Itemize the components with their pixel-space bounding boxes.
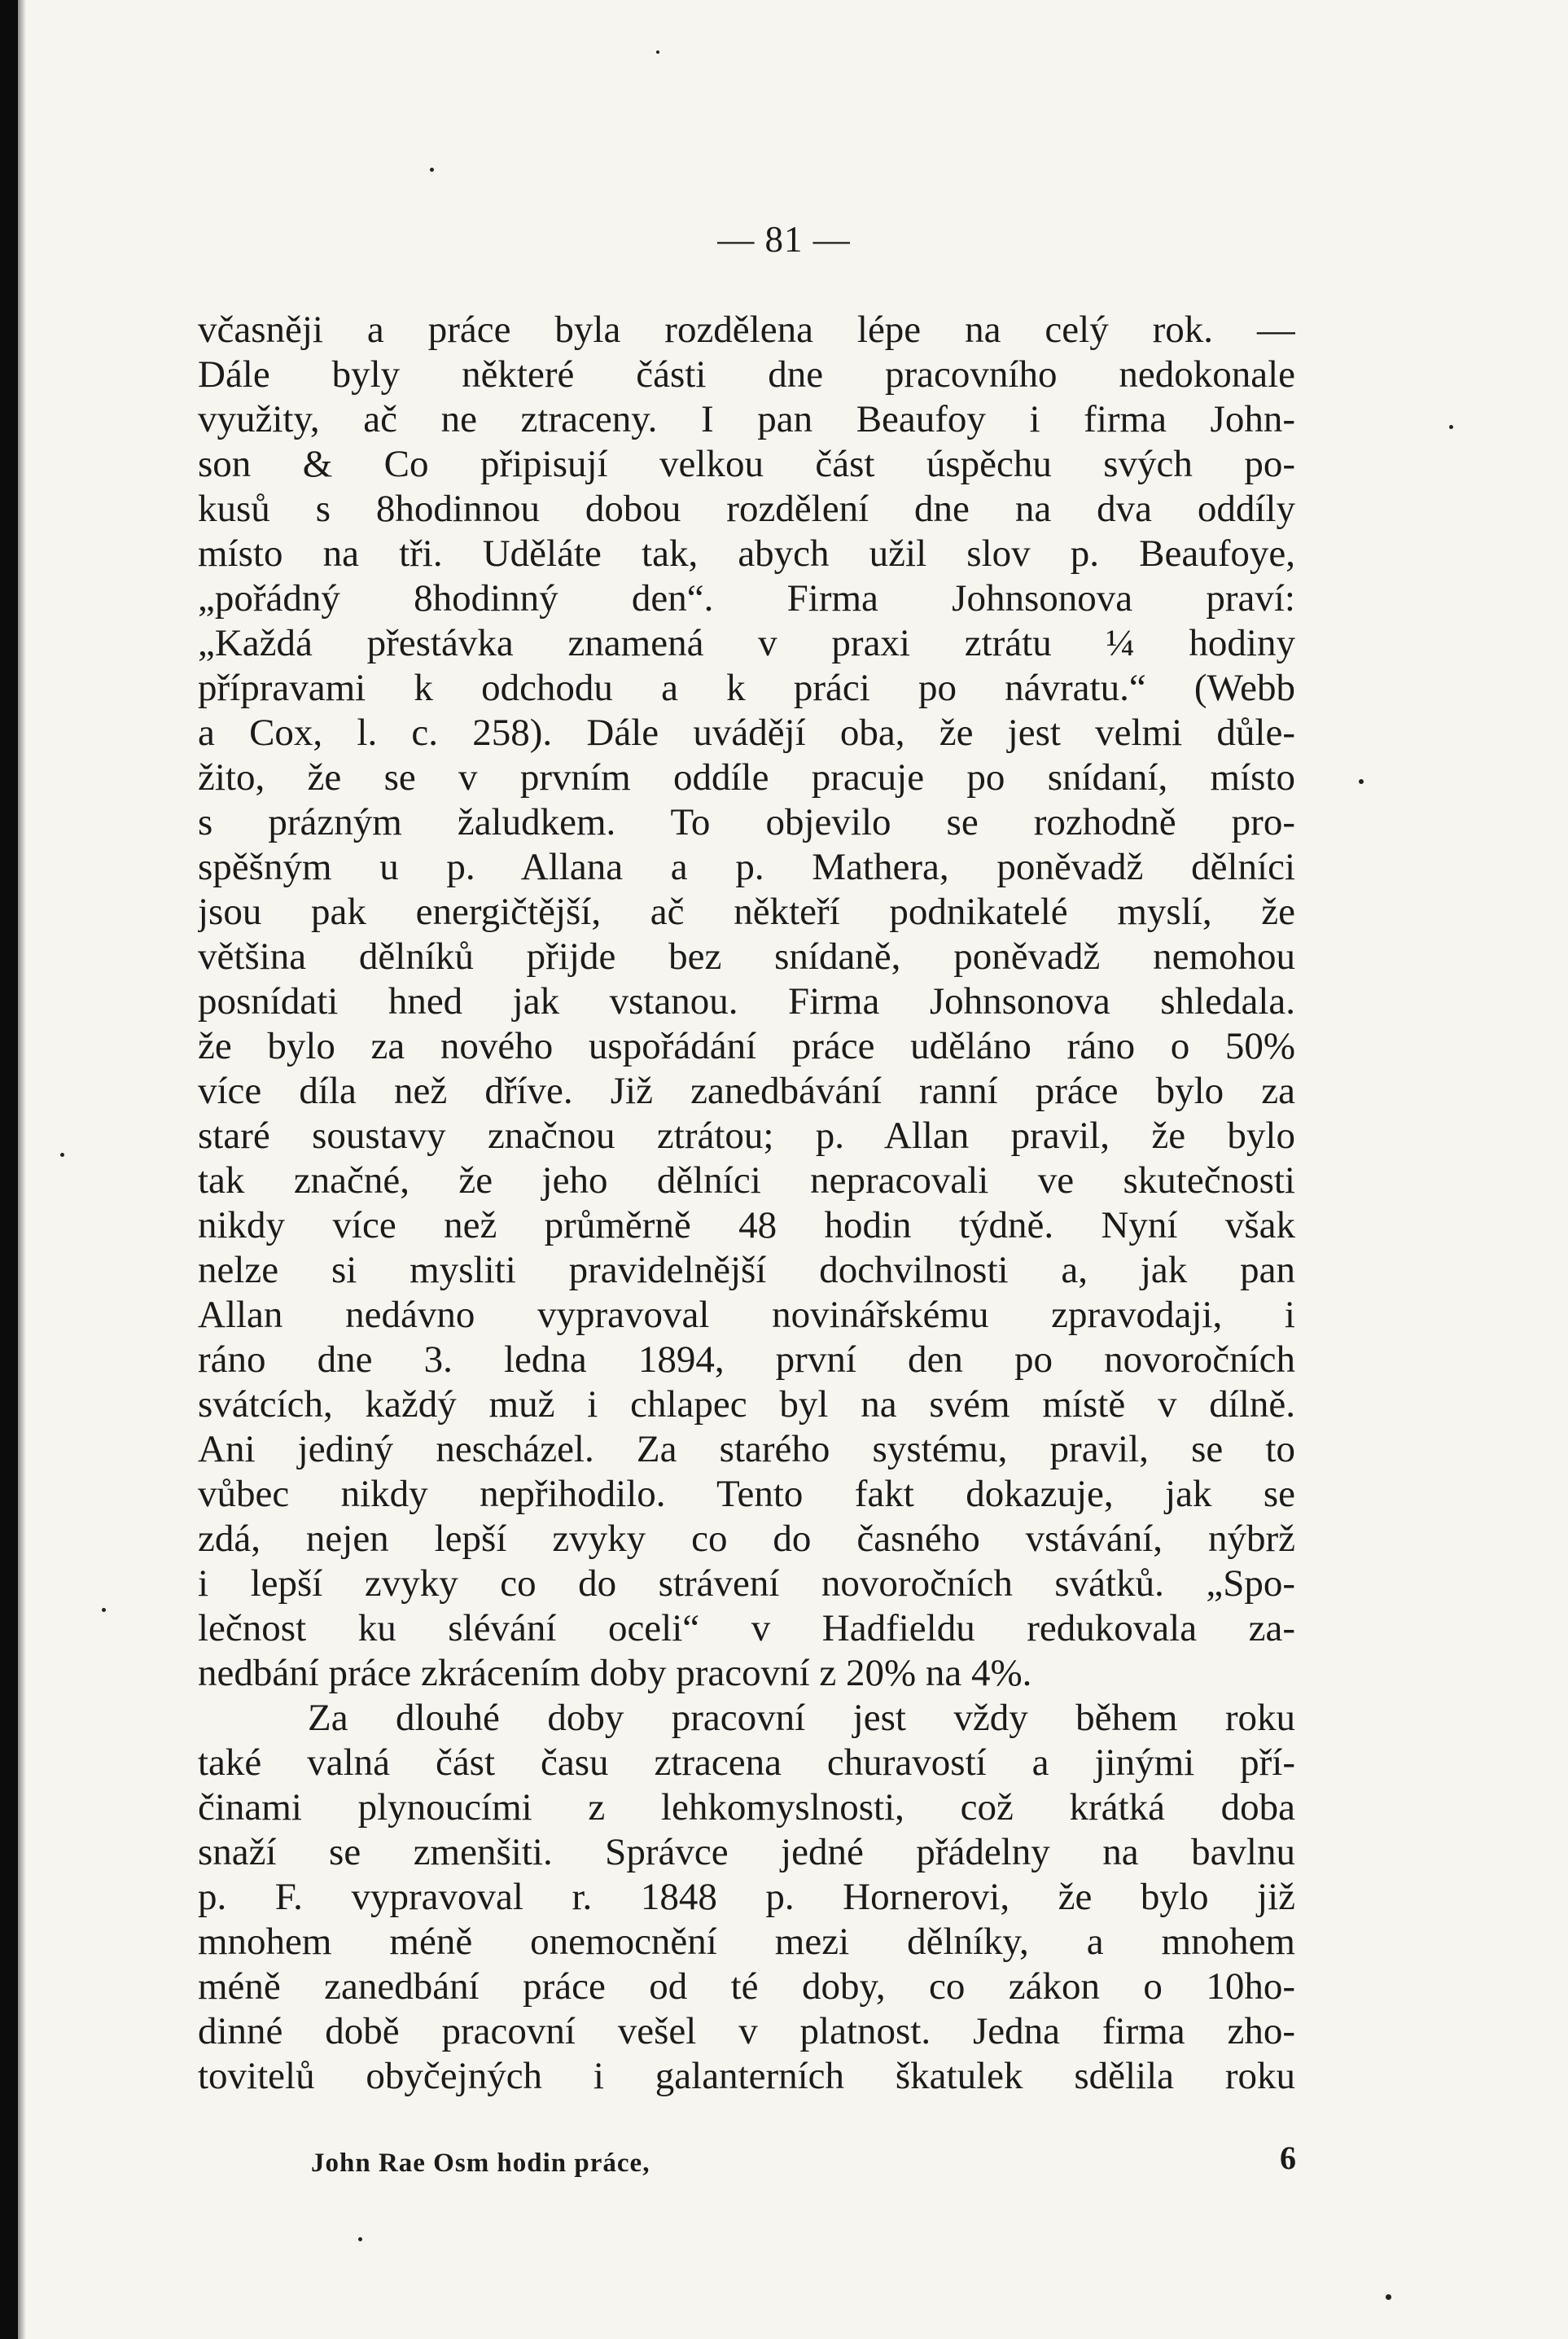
text-line: dinné době pracovní vešel v platnost. Jedna firma zho- xyxy=(198,2010,1295,2052)
text-line: místo na tři. Uděláte tak, abych užil slov p. Beaufoye, xyxy=(198,532,1295,575)
text-line: Za dlouhé doby pracovní jest vždy během roku xyxy=(308,1697,1295,1739)
text-line: p. F. vypravoval r. 1848 p. Hornerovi, že bylo již xyxy=(198,1876,1295,1918)
text-line: son & Co připisují velkou část úspěchu svých po- xyxy=(198,443,1295,485)
scan-speck xyxy=(358,2237,362,2241)
page-footer xyxy=(311,2139,1296,2184)
scan-speck xyxy=(1449,425,1453,429)
text-line: Dále byly některé části dne pracovního nedokonale xyxy=(198,353,1295,396)
scan-speck xyxy=(60,1153,64,1157)
spine-shadow xyxy=(18,0,26,2339)
scan-speck xyxy=(102,1608,106,1612)
page-number-header: — 81 — xyxy=(717,219,851,260)
text-line: tak značné, že jeho dělníci nepracovali ve skutečnosti xyxy=(198,1159,1295,1202)
text-line: s prázným žaludkem. To objevilo se rozhodně pro- xyxy=(198,801,1295,843)
text-line: méně zanedbání práce od té doby, co zákon o 10ho- xyxy=(198,1965,1295,2008)
text-line: svátcích, každý muž i chlapec byl na svém místě v dílně. xyxy=(198,1383,1295,1426)
text-line: lečnost ku slévání oceli“ v Hadfieldu redukovala za- xyxy=(198,1607,1295,1649)
text-line: spěšným u p. Allana a p. Mathera, poněvadž dělníci xyxy=(198,846,1295,888)
text-line: zdá, nejen lepší zvyky co do časného vstávání, nýbrž xyxy=(198,1518,1295,1560)
footer-sheet-number: 6 xyxy=(1280,2140,1296,2176)
text-line: „pořádný 8hodinný den“. Firma Johnsonova praví: xyxy=(198,577,1295,620)
scan-speck xyxy=(1386,2294,1391,2300)
text-line: že bylo za nového uspořádání práce uděláno ráno o 50% xyxy=(198,1025,1295,1067)
text-line: přípravami k odchodu a k práci po návratu.“ (Webb xyxy=(198,667,1295,709)
text-line: ráno dne 3. ledna 1894, první den po novoročních xyxy=(198,1338,1295,1381)
text-line: včasněji a práce byla rozdělena lépe na celý rok. — xyxy=(198,309,1295,351)
body-text xyxy=(198,308,1295,2099)
text-line: snaží se zmenšiti. Správce jedné přádelny na bavlnu xyxy=(198,1831,1295,1873)
footer-signature: John Rae Osm hodin práce, xyxy=(311,2148,650,2178)
text-line: více díla než dříve. Již zanedbávání ranní práce bylo za xyxy=(198,1070,1295,1112)
text-line: kusů s 8hodinnou dobou rozdělení dne na dva oddíly xyxy=(198,488,1295,530)
text-line: Ani jediný nescházel. Za starého systému, pravil, se to xyxy=(198,1428,1295,1470)
text-line: tovitelů obyčejných i galanterních škatulek sdělila roku xyxy=(198,2055,1295,2097)
text-line: Allan nedávno vypravoval novinářskému zpravodaji, i xyxy=(198,1294,1295,1336)
text-line: jsou pak energičtější, ač někteří podnikatelé myslí, že xyxy=(198,891,1295,933)
text-line: nikdy více než průměrně 48 hodin týdně. Nyní však xyxy=(198,1204,1295,1246)
scan-speck xyxy=(656,50,659,54)
text-line: „Každá přestávka znamená v praxi ztrátu ¼ hodiny xyxy=(198,622,1295,664)
text-line: nedbání práce zkrácením doby pracovní z 20% na 4%. xyxy=(198,1652,1032,1694)
text-line: žito, že se v prvním oddíle pracuje po snídaní, místo xyxy=(198,756,1295,799)
text-line: mnohem méně onemocnění mezi dělníky, a mnohem xyxy=(198,1921,1295,1963)
text-line: nelze si mysliti pravidelnější dochvilnosti a, jak pan xyxy=(198,1249,1295,1291)
text-line: činami plynoucími z lehkomyslnosti, což krátká doba xyxy=(198,1786,1295,1829)
text-line: využity, ač ne ztraceny. I pan Beaufoy i firma John- xyxy=(198,398,1295,440)
text-line: většina dělníků přijde bez snídaně, poněvadž nemohou xyxy=(198,935,1295,978)
scan-speck xyxy=(430,168,434,172)
text-line: také valná část času ztracena churavostí a jinými pří- xyxy=(198,1741,1295,1784)
text-line: i lepší zvyky co do strávení novoročních svátků. „Spo- xyxy=(198,1562,1295,1605)
text-line: staré soustavy značnou ztrátou; p. Allan pravil, že bylo xyxy=(198,1115,1295,1157)
text-line: vůbec nikdy nepřihodilo. Tento fakt dokazuje, jak se xyxy=(198,1473,1295,1515)
text-line: posnídati hned jak vstanou. Firma Johnsonova shledala. xyxy=(198,980,1295,1023)
text-line: a Cox, l. c. 258). Dále uvádějí oba, že jest velmi důle- xyxy=(198,712,1295,754)
book-spine-edge xyxy=(0,0,18,2339)
scan-speck xyxy=(1359,779,1364,784)
